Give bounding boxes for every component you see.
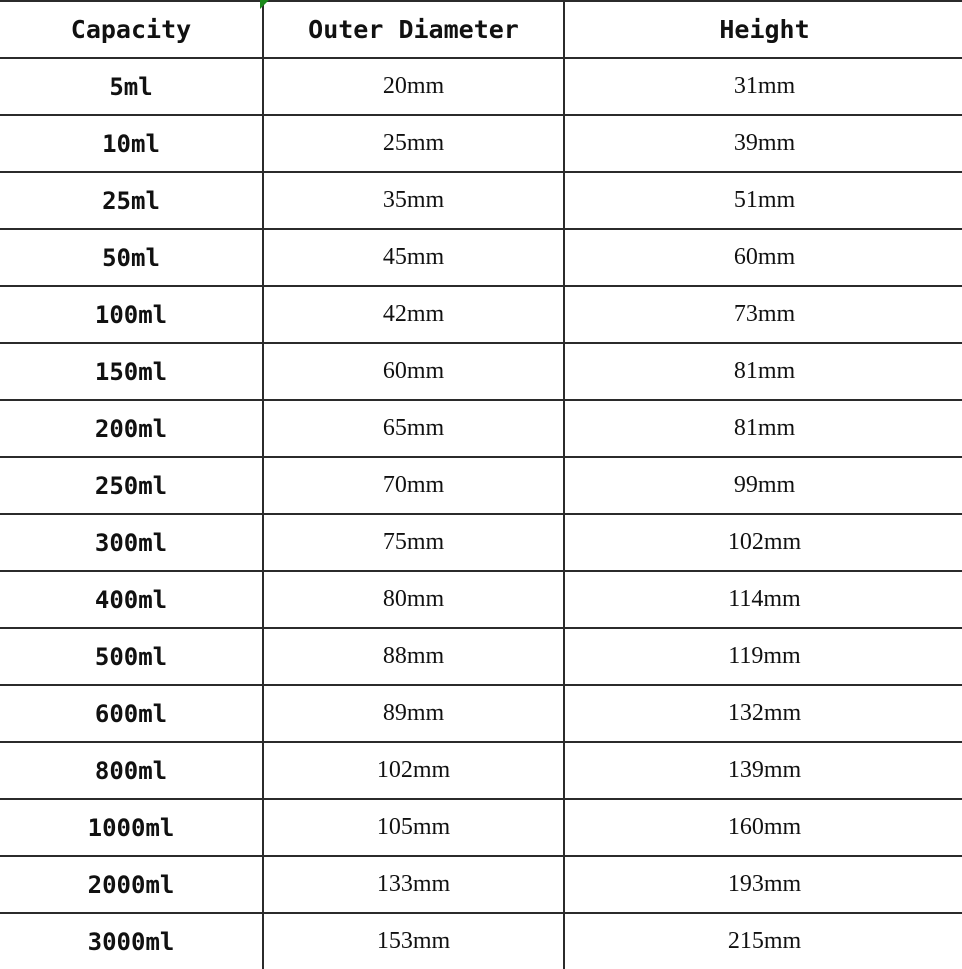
- height-cell: 81mm: [564, 343, 962, 400]
- outer-diameter-cell: 45mm: [263, 229, 564, 286]
- table-row: [0, 742, 962, 799]
- capacity-cell: 10ml: [0, 115, 263, 172]
- height-cell: 114mm: [564, 571, 962, 628]
- height-cell: 139mm: [564, 742, 962, 799]
- height-cell: 31mm: [564, 58, 962, 115]
- height-cell: 73mm: [564, 286, 962, 343]
- outer-diameter-cell: 42mm: [263, 286, 564, 343]
- table-row: [0, 685, 962, 742]
- height-cell: 215mm: [564, 913, 962, 969]
- table-row: [0, 286, 962, 343]
- table-row: [0, 115, 962, 172]
- outer-diameter-cell: 89mm: [263, 685, 564, 742]
- capacity-cell: 25ml: [0, 172, 263, 229]
- cell-corner-marker: [260, 0, 269, 9]
- capacity-cell: 800ml: [0, 742, 263, 799]
- header-row: [0, 1, 962, 58]
- capacity-cell: 3000ml: [0, 913, 263, 969]
- height-cell: 102mm: [564, 514, 962, 571]
- table-row: [0, 514, 962, 571]
- outer-diameter-cell: 153mm: [263, 913, 564, 969]
- table-body: [0, 58, 962, 969]
- outer-diameter-cell: 133mm: [263, 856, 564, 913]
- outer-diameter-cell: 70mm: [263, 457, 564, 514]
- height-cell: 99mm: [564, 457, 962, 514]
- outer-diameter-cell: 35mm: [263, 172, 564, 229]
- outer-diameter-cell: 20mm: [263, 58, 564, 115]
- height-cell: 160mm: [564, 799, 962, 856]
- header-capacity: Capacity: [0, 1, 263, 58]
- outer-diameter-cell: 75mm: [263, 514, 564, 571]
- table-row: [0, 457, 962, 514]
- capacity-cell: 600ml: [0, 685, 263, 742]
- table-header: [0, 1, 962, 58]
- outer-diameter-cell: 80mm: [263, 571, 564, 628]
- table-row: [0, 799, 962, 856]
- height-cell: 132mm: [564, 685, 962, 742]
- height-cell: 81mm: [564, 400, 962, 457]
- capacity-cell: 1000ml: [0, 799, 263, 856]
- header-height: Height: [564, 1, 962, 58]
- capacity-cell: 5ml: [0, 58, 263, 115]
- table-row: [0, 400, 962, 457]
- height-cell: 39mm: [564, 115, 962, 172]
- table-row: [0, 58, 962, 115]
- outer-diameter-cell: 65mm: [263, 400, 564, 457]
- capacity-cell: 250ml: [0, 457, 263, 514]
- capacity-cell: 150ml: [0, 343, 263, 400]
- height-cell: 51mm: [564, 172, 962, 229]
- table-row: [0, 343, 962, 400]
- outer-diameter-cell: 88mm: [263, 628, 564, 685]
- table-row: [0, 172, 962, 229]
- capacity-cell: 100ml: [0, 286, 263, 343]
- table-row: [0, 913, 962, 969]
- header-outer-diameter: Outer Diameter: [263, 1, 564, 58]
- capacity-cell: 50ml: [0, 229, 263, 286]
- height-cell: 193mm: [564, 856, 962, 913]
- capacity-cell: 200ml: [0, 400, 263, 457]
- outer-diameter-cell: 60mm: [263, 343, 564, 400]
- height-cell: 60mm: [564, 229, 962, 286]
- table-row: [0, 571, 962, 628]
- outer-diameter-cell: 105mm: [263, 799, 564, 856]
- capacity-cell: 400ml: [0, 571, 263, 628]
- table-row: [0, 628, 962, 685]
- capacity-cell: 300ml: [0, 514, 263, 571]
- capacity-cell: 500ml: [0, 628, 263, 685]
- outer-diameter-cell: 102mm: [263, 742, 564, 799]
- capacity-cell: 2000ml: [0, 856, 263, 913]
- height-cell: 119mm: [564, 628, 962, 685]
- table-row: [0, 229, 962, 286]
- outer-diameter-cell: 25mm: [263, 115, 564, 172]
- table-row: [0, 856, 962, 913]
